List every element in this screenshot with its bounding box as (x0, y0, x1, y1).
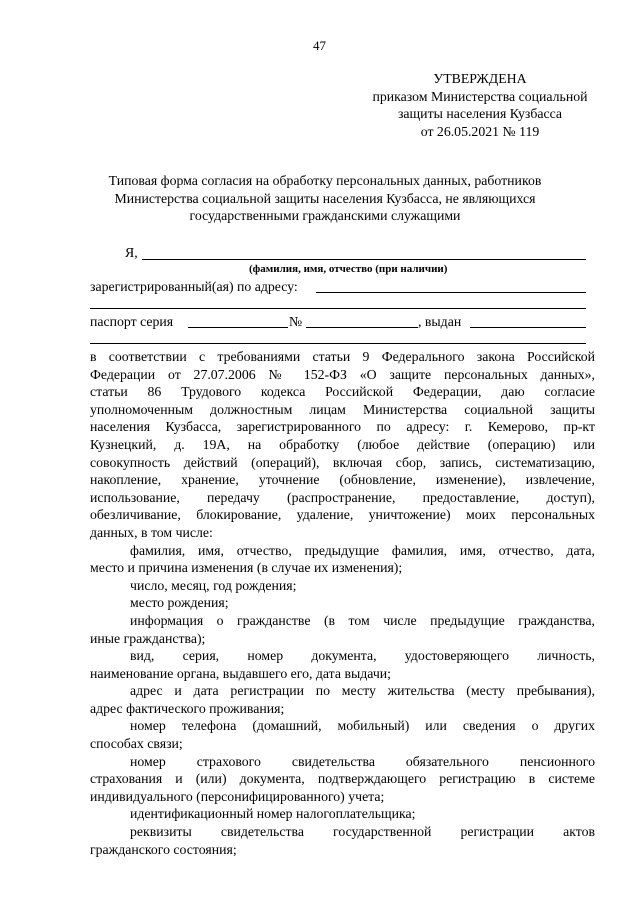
approval-ministry: защиты населения Кузбасса (397, 106, 563, 122)
issued-label: , выдан (418, 314, 462, 329)
address-field-line-1[interactable] (316, 292, 586, 293)
list-item: номер телефона (домашний, мобильный) или сведения о других (130, 718, 595, 734)
list-item: адрес и дата регистрации по месту жительства (месту пребывания), (130, 683, 595, 699)
list-item: фамилия, имя, отчество, предыдущие фамилия, имя, отчество, дата, (130, 542, 595, 558)
list-item-cont: индивидуального (персонифицированного) учета; (90, 788, 385, 804)
i-label: Я, (125, 245, 138, 260)
consent-line: данных, в том числе: (90, 524, 213, 540)
consent-line: статьи 86 Трудового кодекса Российской Федерации, даю согласие (90, 384, 595, 400)
document-title (75, 172, 575, 225)
approval-order: приказом Министерства социальной (372, 88, 588, 104)
consent-line: накопление, хранение, уточнение (обновление, изменение), извлечение, (90, 472, 595, 488)
consent-line: обезличивание, блокирование, удаление, уничтожение) моих персональных (90, 507, 595, 523)
number-label: № (289, 314, 303, 329)
list-item-cont: гражданского состояния; (90, 841, 237, 857)
fio-hint: (фамилия, имя, отчество (при наличии) (249, 263, 448, 275)
passport-label: паспорт серия (90, 314, 174, 329)
title-line-2: Министерства социальной защиты населения Кузбасса, не являющихся (114, 190, 536, 206)
list-item-cont: иные гражданства); (90, 630, 206, 646)
list-item-cont: страхования и (или) документа, подтверждающего регистрацию в системе (90, 771, 595, 787)
list-item-cont: адрес фактического проживания; (90, 700, 285, 716)
approval-block (330, 70, 630, 140)
issued-by-line[interactable] (470, 327, 586, 328)
consent-line: совокупность действий (операций), включая сбор, запись, систематизацию, (90, 454, 595, 470)
issued-by-line-2[interactable] (90, 343, 586, 344)
consent-line: в соответствии с требованиями статьи 9 Федерального закона Российской (90, 349, 595, 364)
consent-line: уполномоченным должностным лицам Министерства социальной защиты (90, 401, 595, 417)
list-item: реквизиты свидетельства государственной регистрации актов (130, 824, 595, 840)
list-item: вид, серия, номер документа, удостоверяющего личность, (130, 648, 595, 664)
consent-text (90, 348, 595, 858)
list-item-cont: способах связи; (90, 736, 183, 752)
passport-series-line[interactable] (188, 327, 288, 328)
passport-number-line[interactable] (306, 327, 418, 328)
address-field-line-2[interactable] (90, 308, 586, 309)
consent-line: Федерации от 27.07.2006 № 152-ФЗ «О защите персональных данных», (90, 366, 595, 382)
title-line-3: государственными гражданскими служащими (189, 208, 461, 224)
consent-line: использование, передачу (распространение, предоставление, доступ), (90, 489, 595, 505)
approval-date: от 26.05.2021 № 119 (420, 123, 540, 139)
list-item: число, месяц, год рождения; (130, 577, 297, 593)
fio-field-line[interactable] (142, 259, 586, 260)
list-item-cont: наименование органа, выдавшего его, дата выдачи; (90, 665, 391, 681)
list-item: информация о гражданстве (в том числе предыдущие гражданства, (130, 612, 595, 628)
list-item: номер страхового свидетельства обязательного пенсионного (130, 753, 595, 769)
list-item: место рождения; (130, 595, 229, 611)
page-number: 47 (313, 38, 326, 53)
list-item-cont: место и причина изменения (в случае их изменения); (90, 560, 403, 576)
consent-line: Кузнецкий, д. 19А, на обработку (любое действие (операцию) или (90, 436, 595, 452)
list-item: идентификационный номер налогоплательщика; (130, 806, 416, 822)
title-line-1: Типовая форма согласия на обработку персональных данных, работников (108, 173, 542, 188)
consent-line: населения Кузбасса, зарегистрированного по адресу: г. Кемерово, пр-кт (90, 419, 595, 435)
approval-heading: УТВЕРЖДЕНА (433, 71, 527, 86)
registered-label: зарегистрированный(ая) по адресу: (90, 279, 298, 294)
